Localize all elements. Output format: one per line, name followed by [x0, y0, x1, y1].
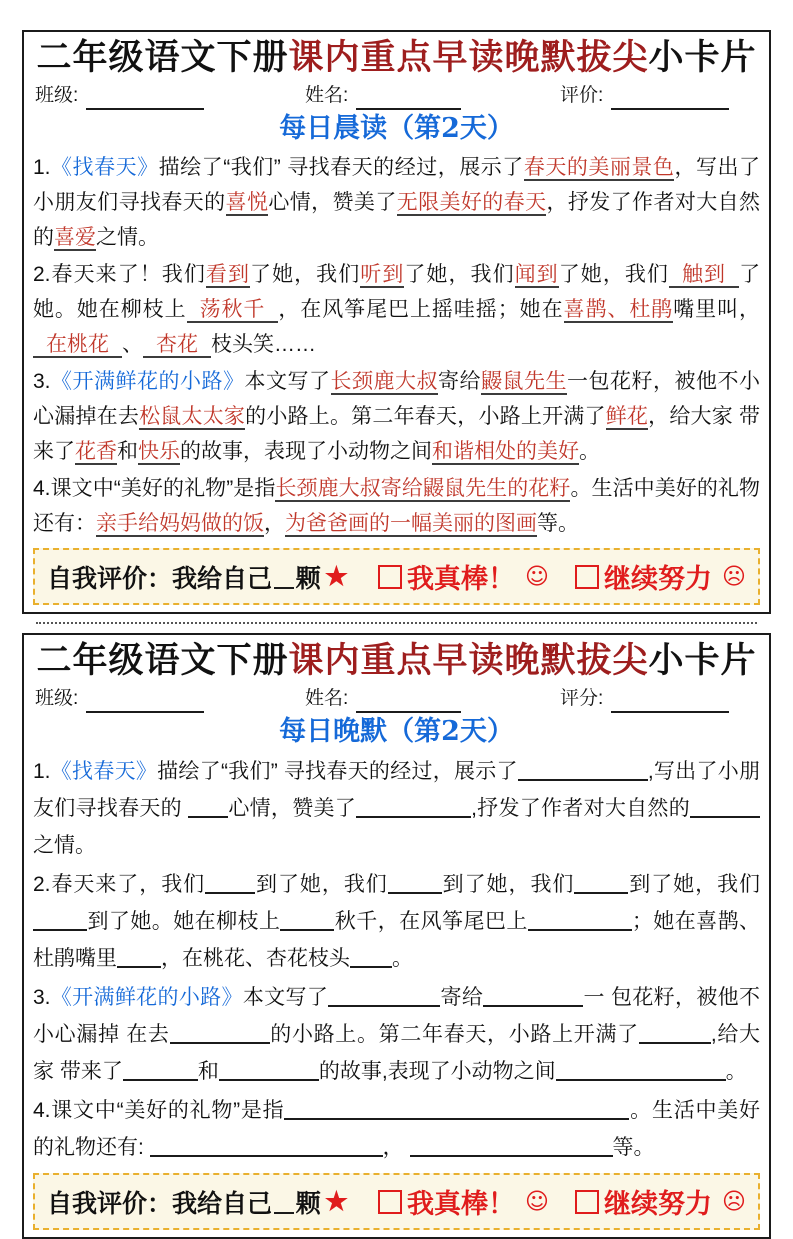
card-title: [33, 36, 760, 80]
body-text: 心情，赞美了: [228, 797, 357, 820]
paragraph-2: [33, 866, 760, 977]
body-text: 3.: [33, 370, 51, 393]
answer-text: 无限美好的春天: [396, 191, 547, 214]
answer-text: 和谐相处的美好: [432, 440, 579, 463]
body-text: 。生活中美好的礼物还有：: [33, 477, 761, 535]
body-text: 。: [579, 440, 600, 463]
book-title: 《找春天》: [50, 156, 159, 179]
body-text: 4.课文中“美好的礼物”是指: [33, 477, 276, 500]
evening-dictation-card: [22, 633, 771, 1239]
body-text: ，: [382, 1136, 410, 1159]
class-field: [35, 685, 305, 713]
option-keep-trying-label: 继续努力: [604, 1189, 713, 1220]
title-part-black-1: 二年级语文下册: [36, 640, 289, 681]
stars-count-blank[interactable]: [274, 565, 294, 589]
answer-text: 花香: [75, 440, 117, 463]
answer-text: 触到: [669, 263, 739, 288]
checkbox-great[interactable]: [378, 565, 402, 589]
rating-input-line[interactable]: [611, 90, 729, 110]
fill-in-blank[interactable]: [123, 1061, 198, 1081]
option-great-label: 我真棒！: [407, 564, 516, 595]
body-text: 到了她，我们: [441, 873, 575, 896]
self-evaluation-bar: [33, 548, 760, 605]
answer-text: 长颈鹿大叔: [330, 370, 439, 393]
body-text: 1.: [33, 156, 51, 179]
body-text: 了她。她在柳枝上: [33, 263, 761, 321]
answer-text: 鲜花: [605, 405, 649, 428]
frowny-face-icon: ☹: [722, 563, 746, 590]
answer-text: 长颈鹿大叔寄给鼹鼠先生的花籽: [275, 477, 571, 500]
option-keep-trying-label: 继续努力: [604, 564, 713, 595]
body-text: 的小路上。第二年春天，小路上开满了: [245, 405, 606, 428]
daily-heading: 每日晚默（第2天）: [279, 716, 514, 747]
name-input-line[interactable]: [356, 90, 461, 110]
body-text: 2.春天来了，我们: [33, 873, 206, 896]
cut-line-separator: [36, 622, 757, 624]
stars-count-blank[interactable]: [274, 1190, 294, 1214]
name-input-line[interactable]: [356, 693, 461, 713]
body-text: 了她，我们: [404, 263, 515, 286]
body-text: ,写出了小朋友们寻找春天的: [33, 760, 760, 820]
body-text: ，写出了小朋友们寻找春天的: [33, 156, 761, 214]
book-title: 《找春天》: [50, 760, 158, 783]
body-text: 等。: [537, 512, 579, 535]
class-label: 班级:: [35, 85, 79, 106]
fill-in-blank[interactable]: [284, 1100, 629, 1120]
body-text: 本文写了: [242, 986, 329, 1009]
body-text: 。: [392, 947, 413, 970]
body-text: ，给大家 带来了: [33, 405, 761, 463]
body-text: 。: [725, 1060, 747, 1083]
fill-in-blank[interactable]: [518, 761, 648, 781]
fill-in-blank[interactable]: [388, 874, 442, 894]
eval-unit: 颗: [295, 1188, 321, 1218]
fill-in-blank[interactable]: [117, 948, 161, 968]
answer-text: 杏花: [143, 333, 211, 358]
answer-text: 亲手给妈妈做的饭: [96, 512, 264, 535]
body-text: 嘴里叫，: [673, 298, 761, 321]
body-text: ，在风筝尾巴上摇哇摇；她在: [278, 298, 564, 321]
body-text: 、: [122, 333, 143, 356]
body-text: 和: [117, 440, 138, 463]
morning-reading-card: [22, 30, 771, 614]
eval-prefix: 自我评价：我给自己: [47, 1188, 273, 1218]
answer-text: 喜鹊、杜鹃: [563, 298, 674, 321]
info-row: [33, 80, 760, 110]
body-text: 之情。: [33, 834, 96, 857]
score-field: [560, 685, 729, 713]
body-text: 的小路上。第二年春天，小路上开满了: [269, 1023, 639, 1046]
score-input-line[interactable]: [611, 693, 729, 713]
class-label: 班级:: [35, 688, 79, 709]
class-input-line[interactable]: [86, 90, 204, 110]
fill-in-blank[interactable]: [205, 874, 255, 894]
fill-in-blank[interactable]: [574, 874, 628, 894]
body-text: 3.: [33, 986, 51, 1009]
fill-in-blank[interactable]: [188, 798, 228, 818]
paragraph-1: [33, 150, 760, 255]
body-text: 一 包花籽，被他不小心漏掉 在去: [33, 986, 761, 1046]
info-row: [33, 683, 760, 713]
fill-in-blank[interactable]: [356, 798, 471, 818]
fill-in-blank[interactable]: [219, 1061, 319, 1081]
paragraph-2: [33, 257, 760, 362]
fill-in-blank[interactable]: [483, 987, 583, 1007]
body-text: 和: [197, 1060, 219, 1083]
frowny-face-icon: ☹: [722, 1188, 746, 1215]
body-text: 4.课文中“美好的礼物”是指: [33, 1099, 285, 1122]
fill-in-blank[interactable]: [690, 798, 760, 818]
body-text: 2.春天来了！我们: [33, 263, 206, 286]
body-text: ；她在喜鹊、杜鹃嘴里: [33, 910, 761, 970]
title-part-black-1: 二年级语文下册: [36, 37, 289, 78]
body-text: 等。: [612, 1136, 655, 1159]
paragraph-4: [33, 471, 760, 541]
checkbox-great[interactable]: [378, 1190, 402, 1214]
body-text: 寄给: [440, 986, 484, 1009]
body-text: ,抒发了作者对大自然的: [471, 797, 690, 820]
body-text: 了她，我们: [250, 263, 361, 286]
fill-in-blank[interactable]: [556, 1061, 726, 1081]
body-text: 一包花籽，被他不小心漏掉在去: [33, 370, 761, 428]
title-part-black-2: 小卡片: [648, 37, 757, 78]
checkbox-keep-trying[interactable]: [575, 1190, 599, 1214]
body-text: 1.: [33, 760, 51, 783]
self-evaluation-bar: [33, 1173, 760, 1230]
name-label: 姓名:: [305, 688, 349, 709]
answer-text: 喜爱: [54, 226, 96, 249]
rating-field: [560, 82, 729, 110]
star-icon: ★: [324, 561, 349, 592]
body-text: 描绘了“我们” 寻找春天的经过，展示了: [158, 156, 524, 179]
title-part-red: 课内重点早读晚默拔尖: [288, 37, 649, 78]
body-text: 本文写了: [244, 370, 331, 393]
rating-label: 评价:: [560, 85, 604, 106]
paragraph-3: [33, 364, 760, 469]
answer-text: 听到: [360, 263, 405, 286]
body-text: 的故事，表现了小动物之间: [180, 440, 432, 463]
class-field: [35, 82, 305, 110]
body-text: 秋千，在风筝尾巴上: [334, 910, 528, 933]
body-text: 。生活中美好的礼物还有:: [33, 1099, 761, 1159]
title-part-black-2: 小卡片: [648, 640, 757, 681]
checkbox-keep-trying[interactable]: [575, 565, 599, 589]
fill-in-blank[interactable]: [410, 1137, 613, 1157]
body-text: 寄给: [438, 370, 482, 393]
paragraph-3: [33, 979, 760, 1090]
body-text: 了她，我们: [558, 263, 669, 286]
body-text: 到了她，我们: [628, 873, 761, 896]
answer-text: 为爸爸画的一幅美丽的图画: [285, 512, 537, 535]
body-text: ，抒发了作者对大自然的: [33, 191, 761, 249]
body-text: 到了她。她在柳枝上: [87, 910, 281, 933]
smiley-face-icon: ☺: [525, 563, 550, 590]
fill-in-blank[interactable]: [33, 911, 87, 931]
body-text: 之情。: [96, 226, 159, 249]
answer-text: 鼹鼠先生: [481, 370, 568, 393]
body-text: ，在桃花、杏花枝头: [161, 947, 350, 970]
answer-text: 荡秋千: [187, 298, 279, 323]
body-text: ,给大家 带来了: [33, 1023, 761, 1083]
answer-text: 喜悦: [225, 191, 269, 214]
fill-in-blank[interactable]: [150, 1137, 383, 1157]
eval-prefix: 自我评价：我给自己: [47, 563, 273, 593]
daily-heading: 每日晨读（第2天）: [279, 113, 514, 144]
answer-text: 快乐: [138, 440, 180, 463]
smiley-face-icon: ☺: [525, 1188, 550, 1215]
fill-in-blank[interactable]: [170, 1024, 270, 1044]
score-label: 评分:: [560, 688, 604, 709]
fill-in-blank[interactable]: [328, 987, 440, 1007]
fill-in-blank[interactable]: [280, 911, 334, 931]
name-field: [305, 685, 560, 713]
body-text: ，: [264, 512, 285, 535]
paragraph-4: [33, 1092, 760, 1166]
answer-text: 闻到: [514, 263, 559, 286]
body-text: 描绘了“我们” 寻找春天的经过，展示了: [157, 760, 518, 783]
body-text: 的故事,表现了小动物之间: [318, 1060, 556, 1083]
class-input-line[interactable]: [86, 693, 204, 713]
name-field: [305, 82, 560, 110]
answer-text: 在桃花: [33, 333, 122, 358]
answer-text: 春天的美丽景色: [523, 156, 675, 179]
book-title: 《开满鲜花的小路》: [50, 986, 243, 1009]
answer-text: 松鼠太太家: [139, 405, 246, 428]
body-text: 心情，赞美了: [268, 191, 397, 214]
option-great-label: 我真棒！: [407, 1189, 516, 1220]
card-title: [33, 639, 760, 683]
fill-in-blank[interactable]: [350, 948, 392, 968]
title-part-red: 课内重点早读晚默拔尖: [288, 640, 649, 681]
fill-in-blank[interactable]: [639, 1024, 711, 1044]
star-icon: ★: [324, 1186, 349, 1217]
name-label: 姓名:: [305, 85, 349, 106]
paragraph-1: [33, 753, 760, 864]
body-text: 枝头笑……: [211, 333, 316, 356]
eval-unit: 颗: [295, 563, 321, 593]
answer-text: 看到: [205, 263, 251, 286]
fill-in-blank[interactable]: [528, 911, 632, 931]
body-text: 到了她，我们: [255, 873, 388, 896]
book-title: 《开满鲜花的小路》: [50, 370, 245, 393]
